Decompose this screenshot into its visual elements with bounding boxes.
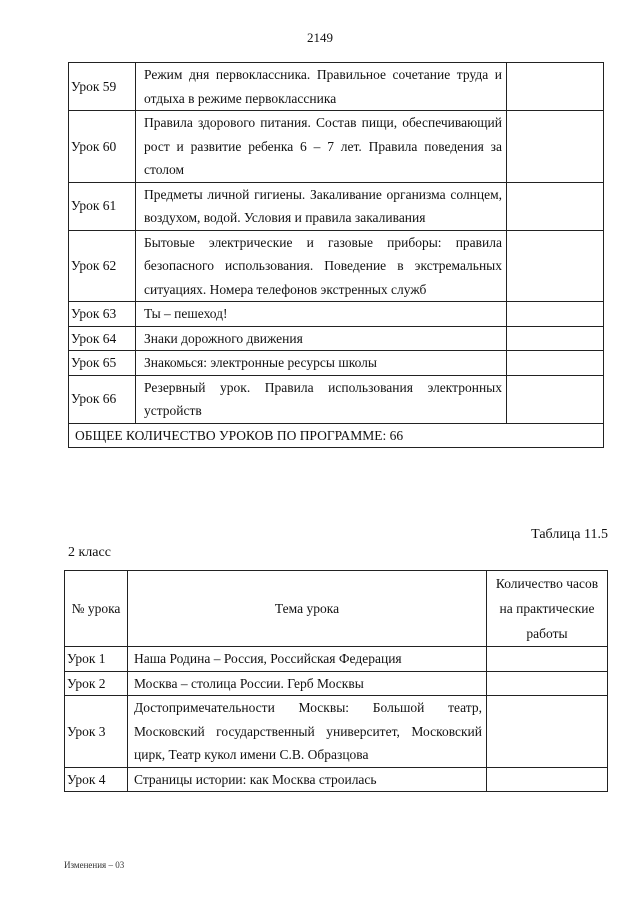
lesson-hours xyxy=(507,375,604,423)
lesson-topic: Бытовые электрические и газовые приборы: правила безопасного использования. Поведение в экстремальных ситуациях. Номера телефонов экстренных служб xyxy=(136,230,507,302)
grade-label: 2 класс xyxy=(68,545,111,560)
lesson-hours xyxy=(487,671,608,696)
table-row xyxy=(69,351,604,376)
table-row xyxy=(69,182,604,230)
lesson-number: Урок 2 xyxy=(65,671,128,696)
lesson-number: Урок 4 xyxy=(65,767,128,792)
table-row xyxy=(65,767,608,792)
table-row xyxy=(69,63,604,111)
lesson-number: Урок 64 xyxy=(69,326,136,351)
lesson-topic: Правила здорового питания. Состав пищи, обеспечивающий рост и развитие ребенка 6 – 7 лет. Правила поведения за столом xyxy=(136,111,507,183)
lesson-hours xyxy=(507,230,604,302)
header-lesson-number: № урока xyxy=(65,571,128,647)
lesson-topic: Предметы личной гигиены. Закаливание организма солнцем, воздухом, водой. Условия и правила закаливания xyxy=(136,182,507,230)
lesson-number: Урок 1 xyxy=(65,647,128,672)
lesson-hours xyxy=(487,647,608,672)
lesson-hours xyxy=(507,302,604,327)
lesson-number: Урок 66 xyxy=(69,375,136,423)
lesson-number: Урок 59 xyxy=(69,63,136,111)
lesson-number: Урок 60 xyxy=(69,111,136,183)
lesson-topic: Резервный урок. Правила использования электронных устройств xyxy=(136,375,507,423)
lesson-hours xyxy=(507,326,604,351)
lesson-hours xyxy=(507,351,604,376)
lesson-topic: Ты – пешеход! xyxy=(136,302,507,327)
table-row xyxy=(69,326,604,351)
lesson-number: Урок 65 xyxy=(69,351,136,376)
lesson-topic: Знаки дорожного движения xyxy=(136,326,507,351)
table-row xyxy=(69,375,604,423)
lesson-hours xyxy=(507,63,604,111)
lesson-number: Урок 61 xyxy=(69,182,136,230)
lesson-number: Урок 63 xyxy=(69,302,136,327)
lesson-table-grade-2 xyxy=(64,570,608,792)
lesson-topic: Режим дня первоклассника. Правильное сочетание труда и отдыха в режиме первоклассника xyxy=(136,63,507,111)
table-header-row xyxy=(65,571,608,647)
lesson-hours xyxy=(507,182,604,230)
header-lesson-topic: Тема урока xyxy=(128,571,487,647)
lesson-topic: Страницы истории: как Москва строилась xyxy=(128,767,487,792)
table-row xyxy=(65,647,608,672)
table-caption: Таблица 11.5 xyxy=(531,527,608,542)
table-row xyxy=(65,671,608,696)
total-lessons: ОБЩЕЕ КОЛИЧЕСТВО УРОКОВ ПО ПРОГРАММЕ: 66 xyxy=(69,423,604,448)
lesson-hours xyxy=(507,111,604,183)
lesson-topic: Знакомься: электронные ресурсы школы xyxy=(136,351,507,376)
lesson-hours xyxy=(487,696,608,768)
table-row xyxy=(69,230,604,302)
page-number: 2149 xyxy=(307,30,333,45)
lesson-topic: Достопримечательности Москвы: Большой театр, Московский государственный университет, Московский цирк, Театр кукол имени С.В. Образцова xyxy=(128,696,487,768)
lesson-topic: Наша Родина – Россия, Российская Федерация xyxy=(128,647,487,672)
lesson-hours xyxy=(487,767,608,792)
footer-revision-note: Изменения – 03 xyxy=(64,860,125,870)
lesson-number: Урок 62 xyxy=(69,230,136,302)
total-row xyxy=(69,423,604,448)
header-practical-hours: Количество часов на практические работы xyxy=(487,571,608,647)
lesson-number: Урок 3 xyxy=(65,696,128,768)
table-row xyxy=(69,111,604,183)
table-row xyxy=(69,302,604,327)
lesson-topic: Москва – столица России. Герб Москвы xyxy=(128,671,487,696)
lesson-table-grade-1 xyxy=(68,62,604,448)
table-row xyxy=(65,696,608,768)
